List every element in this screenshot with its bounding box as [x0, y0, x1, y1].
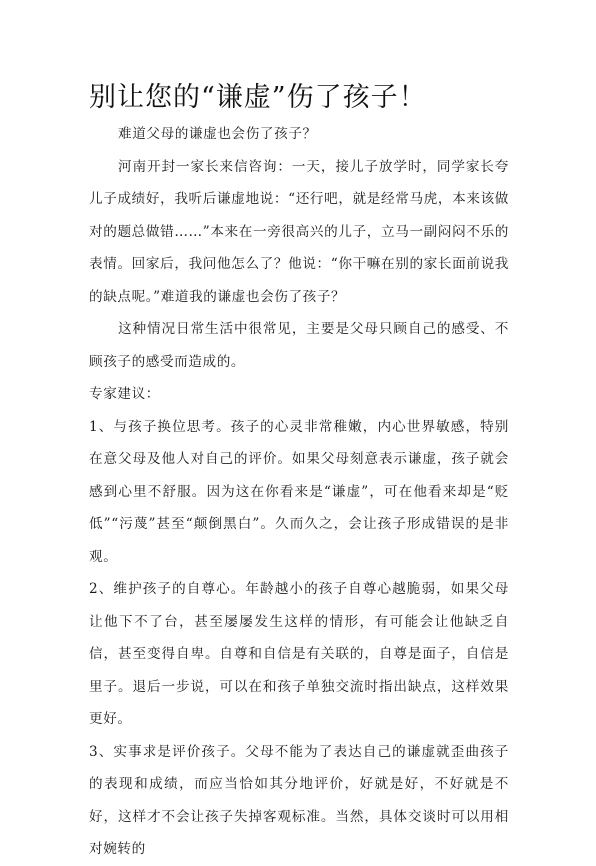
- paragraph-advice-heading: 专家建议：: [89, 386, 160, 402]
- paragraph-advice-2: 2、维护孩子的自尊心。年龄越小的孩子自尊心越脆弱，如果父母让他下不了台，甚至屡屡发生这样的情形，有可能会让他缺乏自信，甚至变得自卑。自尊和自信是有关联的，自尊是面子，自信是里子。退后一步说，可以在和孩子单独交流时指出缺点，这样效果更好。: [89, 581, 509, 727]
- paragraph-advice-1: 1、与孩子换位思考。孩子的心灵非常稚嫩，内心世界敏感，特别在意父母及他人对自己的评价。如果父母刻意表示谦虚，孩子就会感到心里不舒服。因为这在你看来是“谦虚”，可在他看来却是“贬低”“污蔑”甚至“颠倒黑白”。久而久之，会让孩子形成错误的是非观。: [89, 418, 509, 565]
- document-body: [89, 118, 509, 866]
- paragraph-case-story: 河南开封一家长来信咨询：一天，接儿子放学时，同学家长夸儿子成绩好，我听后谦虚地说：“还行吧，就是经常马虎，本来该做对的题总做错……”本来在一旁很高兴的儿子，立马一副闷闷不乐的表情。回家后，我问他怎么了？他说：“你干嘛在别的家长面前说我的缺点呢。”难道我的谦虚也会伤了孩子？: [89, 158, 509, 305]
- paragraph-analysis: 这种情况日常生活中很常见，主要是父母只顾自己的感受、不顾孩子的感受而造成的。: [89, 321, 509, 370]
- document-title: 别让您的“谦虚”伤了孩子！: [89, 82, 427, 113]
- paragraph-question: 难道父母的谦虚也会伤了孩子？: [118, 126, 317, 142]
- paragraph-advice-3: 3、实事求是评价孩子。父母不能为了表达自己的谦虚就歪曲孩子的表现和成绩，而应当恰如其分地评价，好就是好，不好就是不好，这样才不会让孩子失掉客观标准。当然，具体交谈时可以用相对婉转的: [89, 743, 509, 857]
